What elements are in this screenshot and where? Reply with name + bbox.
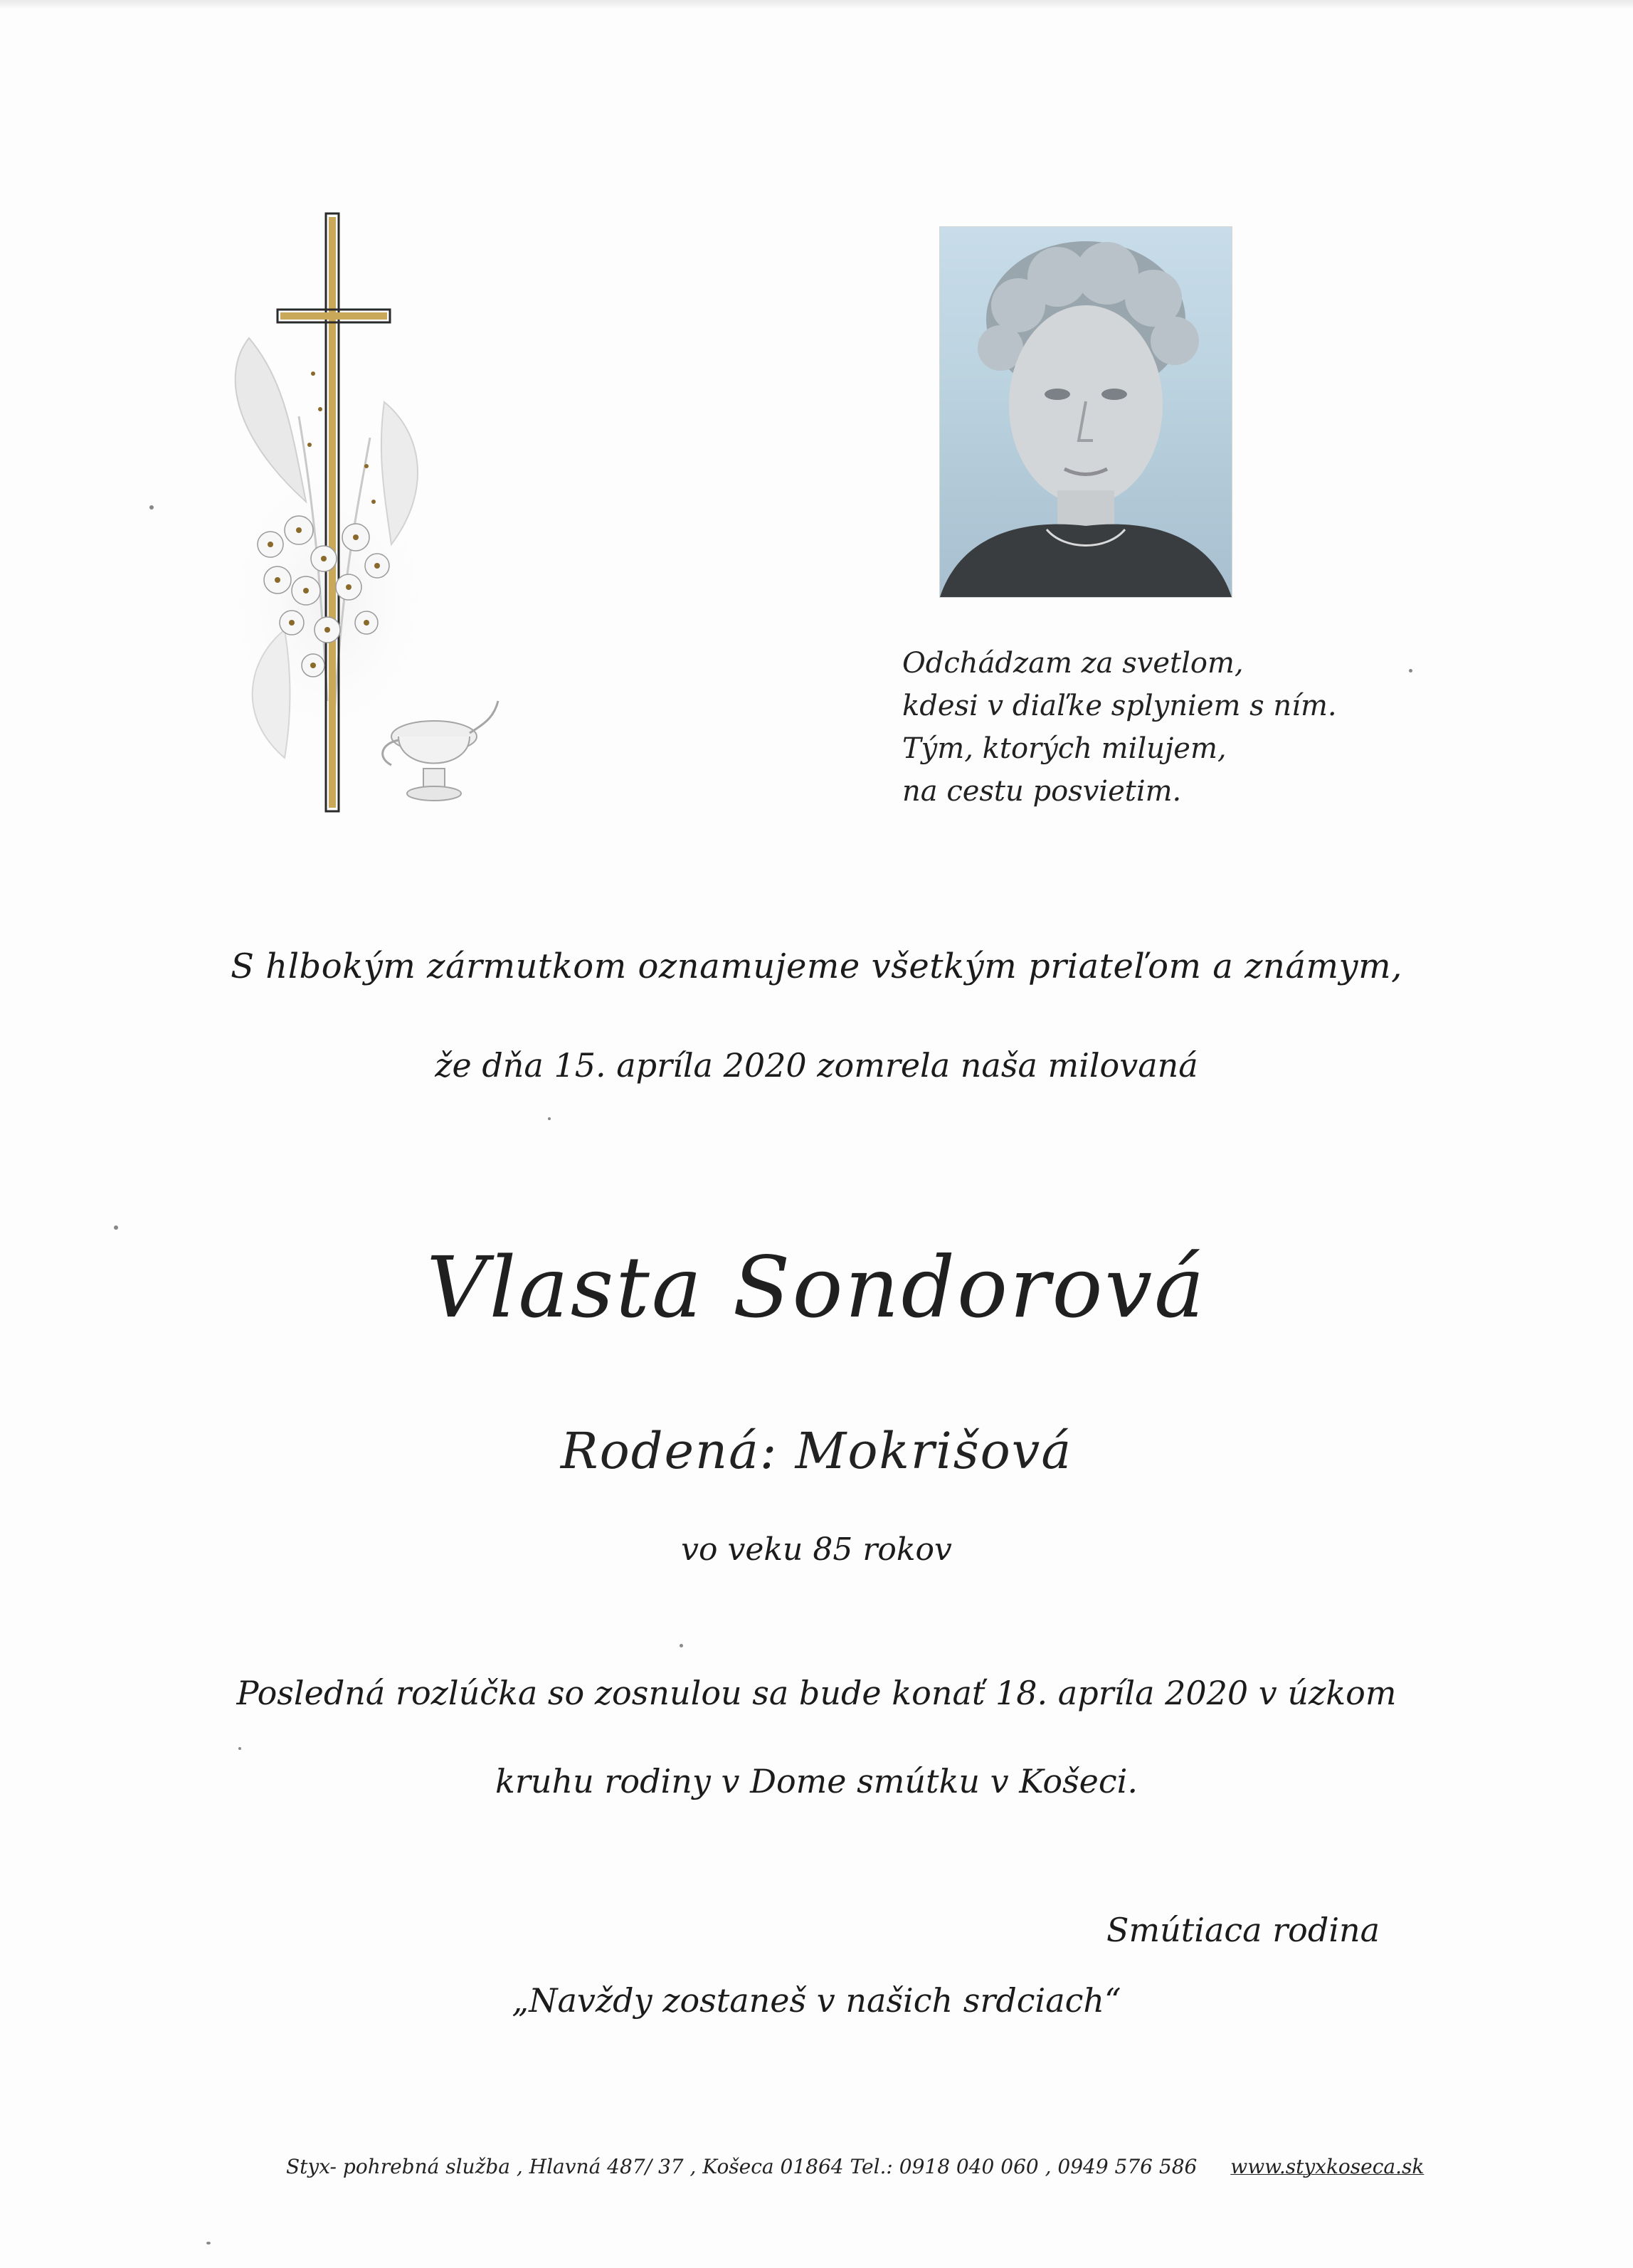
poem-line: Tým, ktorých milujem, [902, 732, 1227, 765]
scan-speck [1409, 669, 1412, 673]
deceased-name: Vlasta Sondorová [426, 1238, 1207, 1336]
scan-speck [680, 1644, 683, 1647]
poem [902, 642, 1337, 813]
footer-contact: Styx- pohrebná služba , Hlavná 487/ 37 , Košeca 01864 Tel.: 0918 040 060 , 0949 576 586 [286, 2155, 1198, 2178]
poem-line: na cestu posvietim. [902, 775, 1182, 808]
scan-speck [238, 1747, 241, 1750]
poem-line: kdesi v diaľke splyniem s ním. [902, 690, 1337, 722]
footer-website[interactable]: www.styxkoseca.sk [1230, 2155, 1425, 2178]
portrait-photo [939, 226, 1232, 598]
scan-speck [548, 1117, 551, 1120]
scan-speck [206, 2242, 211, 2245]
age: vo veku 85 rokov [681, 1531, 952, 1568]
maiden-name: Rodená: Mokrišová [560, 1422, 1073, 1480]
cross-with-flowers-icon [206, 203, 512, 829]
motto: „Navždy zostaneš v našich srdciach“ [512, 1981, 1121, 2020]
scan-edge [0, 0, 1633, 10]
funeral-line-2: kruhu rodiny v Dome smútku v Košeci. [495, 1762, 1138, 1800]
announcement-line-1: S hlbokým zármutkom oznamujeme všetkým priateľom a známym, [231, 946, 1402, 986]
poem-line: Odchádzam za svetlom, [902, 647, 1244, 680]
scan-speck [149, 505, 154, 510]
announcement-line-2: že dňa 15. apríla 2020 zomrela naša milovaná [435, 1046, 1198, 1085]
family-signature: Smútiaca rodina [1106, 1911, 1380, 1949]
footer [286, 2155, 1424, 2178]
scan-speck [114, 1225, 118, 1230]
portrait-icon [940, 227, 1232, 597]
funeral-line-1: Posledná rozlúčka so zosnulou sa bude konať 18. apríla 2020 v úzkom [236, 1674, 1397, 1712]
